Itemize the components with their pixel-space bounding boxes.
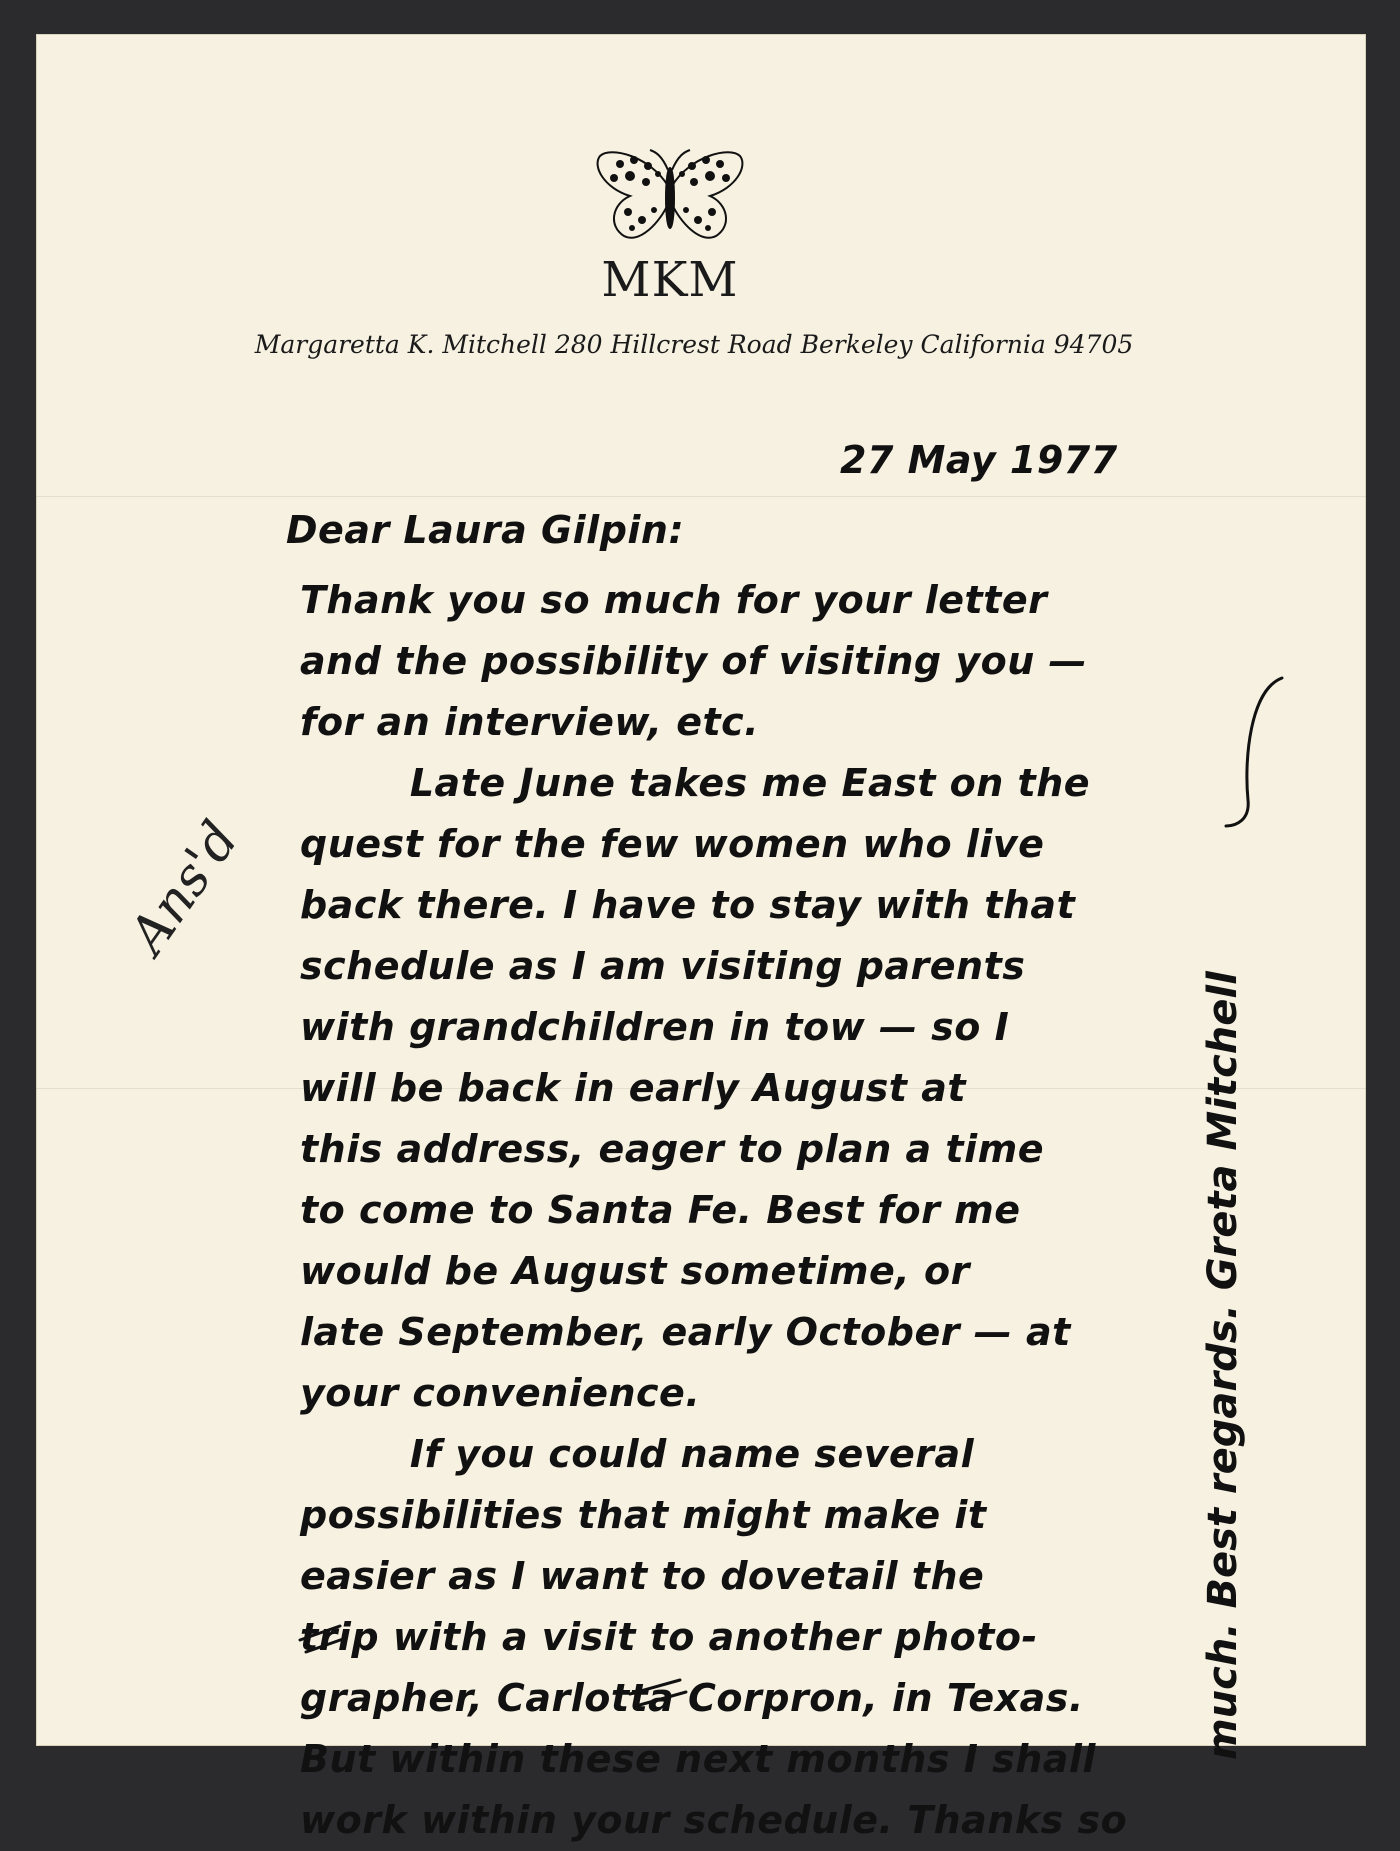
letter-line: and the possibility of visiting you — bbox=[300, 639, 1087, 683]
letter-body bbox=[300, 570, 1127, 1851]
letter-line: for an interview, etc. bbox=[300, 700, 760, 744]
letter-line: Late June takes me East on the bbox=[300, 761, 1091, 805]
fold-line bbox=[36, 496, 1366, 497]
letter-line: to come to Santa Fe. Best for me bbox=[300, 1188, 1021, 1232]
margin-initials: Ans'd bbox=[118, 810, 251, 965]
letter-line: Thank you so much for your letter bbox=[300, 578, 1048, 622]
letter-line: schedule as I am visiting parents bbox=[300, 944, 1026, 988]
letter-line: late September, early October — at bbox=[300, 1310, 1071, 1354]
margin-note: much. Best regards. Greta Mitchell bbox=[1200, 971, 1246, 1760]
letter-line: work within your schedule. Thanks so bbox=[300, 1798, 1128, 1842]
letter-line: will be back in early August at bbox=[300, 1066, 967, 1110]
letter-line: back there. I have to stay with that bbox=[300, 883, 1076, 927]
letter-line: easier as I want to dovetail the bbox=[300, 1554, 985, 1598]
monogram: MKM bbox=[601, 252, 739, 308]
letter-line: would be August sometime, or bbox=[300, 1249, 970, 1293]
letter-line: grapher, Carlotta Corpron, in Texas. bbox=[300, 1676, 1084, 1720]
letter-line: with grandchildren in tow — so I bbox=[300, 1005, 1010, 1049]
letter-line: possibilities that might make it bbox=[300, 1493, 987, 1537]
letter-line: If you could name several bbox=[300, 1432, 975, 1476]
letterhead-address: Margaretta K. Mitchell 280 Hillcrest Road Berkeley California 94705 bbox=[254, 330, 1134, 359]
letter-date: 27 May 1977 bbox=[840, 438, 1118, 482]
salutation: Dear Laura Gilpin: bbox=[286, 508, 685, 552]
letter-line: But within these next months I shall bbox=[300, 1737, 1096, 1781]
letter-line: trip with a visit to another photo- bbox=[300, 1615, 1038, 1659]
letter-line: your convenience. bbox=[300, 1371, 701, 1415]
letter-line: this address, eager to plan a time bbox=[300, 1127, 1044, 1171]
letter-line: quest for the few women who live bbox=[300, 822, 1045, 866]
